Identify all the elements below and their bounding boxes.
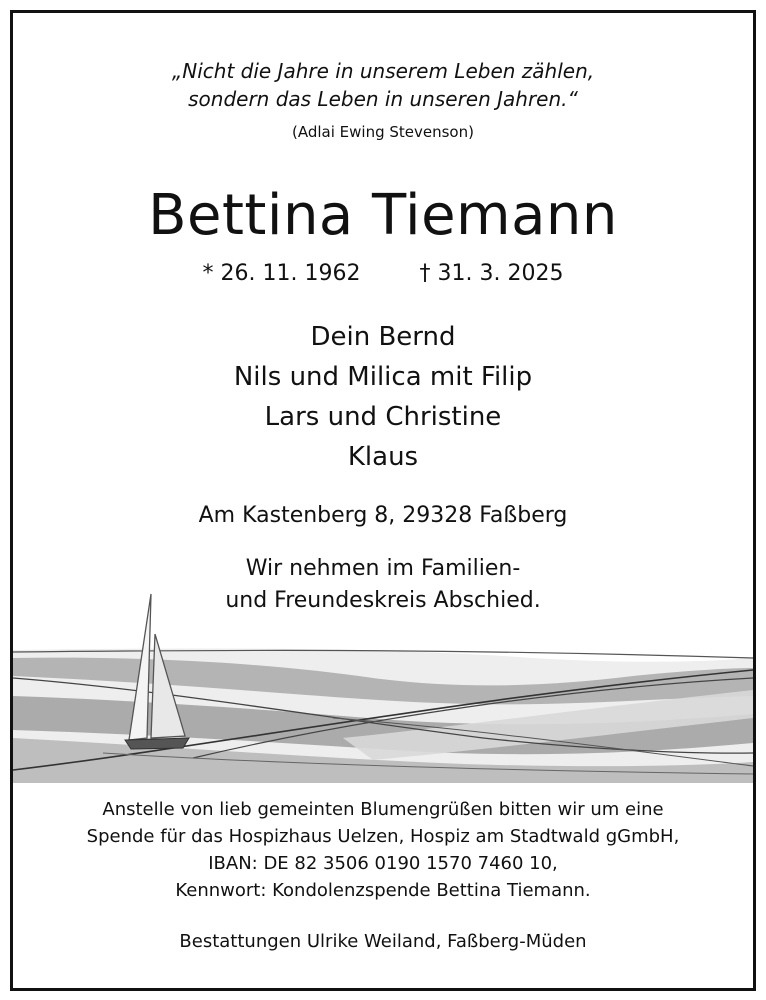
quote [13, 57, 753, 113]
quote-line: „Nicht die Jahre in unserem Leben zählen, [171, 59, 595, 83]
birth-date: * 26. 11. 1962 [202, 261, 361, 286]
donation-line: Spende für das Hospizhaus Uelzen, Hospiz am Stadtwald gGmbH, [86, 826, 680, 847]
donation-request [13, 796, 753, 904]
mourner: Dein Bernd [310, 322, 456, 352]
farewell-line: Wir nehmen im Familien- [245, 556, 521, 581]
sailboat-sea-illustration [13, 578, 753, 783]
iban-line: IBAN: DE 82 3506 0190 1570 7460 10, [208, 853, 558, 874]
obituary-notice [10, 10, 756, 991]
quote-line: sondern das Leben in unseren Jahren.“ [188, 87, 578, 111]
mourner: Lars und Christine [264, 402, 502, 432]
farewell-line: und Freundeskreis Abschied. [225, 588, 541, 613]
hull [125, 738, 189, 749]
mourner: Klaus [347, 442, 419, 472]
mourner: Nils und Milica mit Filip [233, 362, 533, 392]
donation-line: Kennwort: Kondolenzspende Bettina Tiemann. [175, 880, 591, 901]
address: Am Kastenberg 8, 29328 Faßberg [198, 503, 568, 528]
funeral-home: Bestattungen Ulrike Weiland, Faßberg-Müden [179, 931, 587, 952]
death-date: † 31. 3. 2025 [419, 261, 564, 286]
deceased-name: Bettina Tiemann [148, 183, 618, 248]
quote-author: (Adlai Ewing Stevenson) [292, 123, 474, 141]
donation-line: Anstelle von lieb gemeinten Blumengrüßen bitten wir um eine [102, 799, 664, 820]
mourners-list [13, 317, 753, 477]
life-dates [13, 261, 753, 286]
